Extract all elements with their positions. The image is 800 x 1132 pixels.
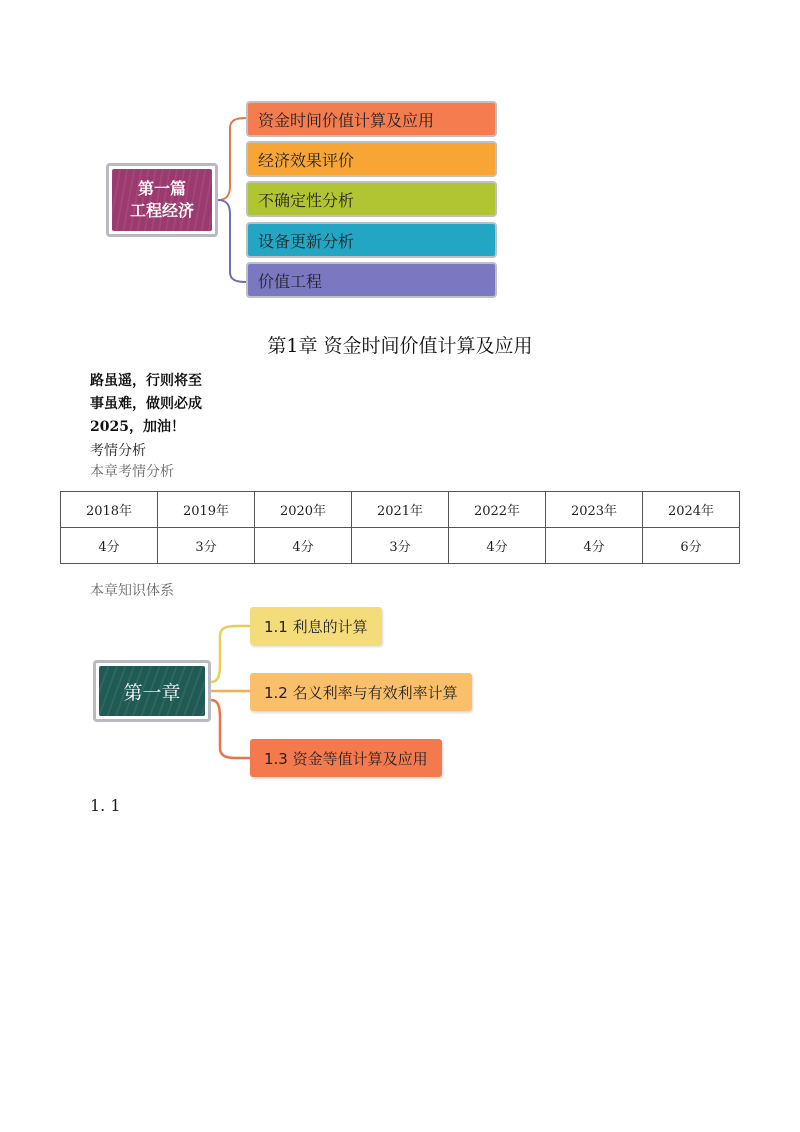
root-label: 第一章 [99, 666, 205, 716]
knowledge-system-label: 本章知识体系 [90, 583, 174, 599]
score-cell: 6分 [643, 528, 740, 564]
branch-label: 不确定性分析 [258, 190, 355, 210]
motto-line1: 路虽遥，行则将至 [90, 373, 202, 389]
branch-equivalent-value [250, 739, 442, 777]
year-cell: 2018年 [61, 492, 158, 528]
branch-label: 经济效果评价 [258, 150, 355, 170]
branch-label: 资金时间价值计算及应用 [258, 110, 435, 130]
year-cell: 2021年 [352, 492, 449, 528]
year-cell: 2024年 [643, 492, 740, 528]
year-cell: 2019年 [158, 492, 255, 528]
branch-label: 设备更新分析 [258, 231, 355, 251]
score-cell: 4分 [449, 528, 546, 564]
year-cell: 2023年 [546, 492, 643, 528]
mindmap-root-chapter1 [93, 660, 211, 722]
score-cell: 4分 [61, 528, 158, 564]
branch-interest-calculation [250, 607, 382, 645]
score-cell: 3分 [352, 528, 449, 564]
section-heading: 1. 1 [90, 796, 121, 815]
chapter-title: 第1章 资金时间价值计算及应用 [267, 335, 533, 357]
exam-analysis-heading: 考情分析 [90, 443, 146, 459]
root-line1: 第一篇 [137, 179, 186, 198]
motto-line3: 2025，加油！ [90, 419, 185, 435]
score-cell: 4分 [255, 528, 352, 564]
branch-label: 1.3 资金等值计算及应用 [264, 749, 428, 768]
score-cell: 4分 [546, 528, 643, 564]
branch-label: 1.1 利息的计算 [264, 617, 368, 636]
root-line2: 工程经济 [129, 201, 194, 220]
year-cell: 2022年 [449, 492, 546, 528]
branch-label: 1.2 名义利率与有效利率计算 [264, 683, 458, 702]
score-cell: 3分 [158, 528, 255, 564]
chapter-exam-analysis-label: 本章考情分析 [90, 464, 174, 480]
year-cell: 2020年 [255, 492, 352, 528]
branch-nominal-effective-rate [250, 673, 472, 711]
branch-label: 价值工程 [258, 271, 323, 291]
motto-line2: 事虽难，做则必成 [90, 396, 202, 412]
